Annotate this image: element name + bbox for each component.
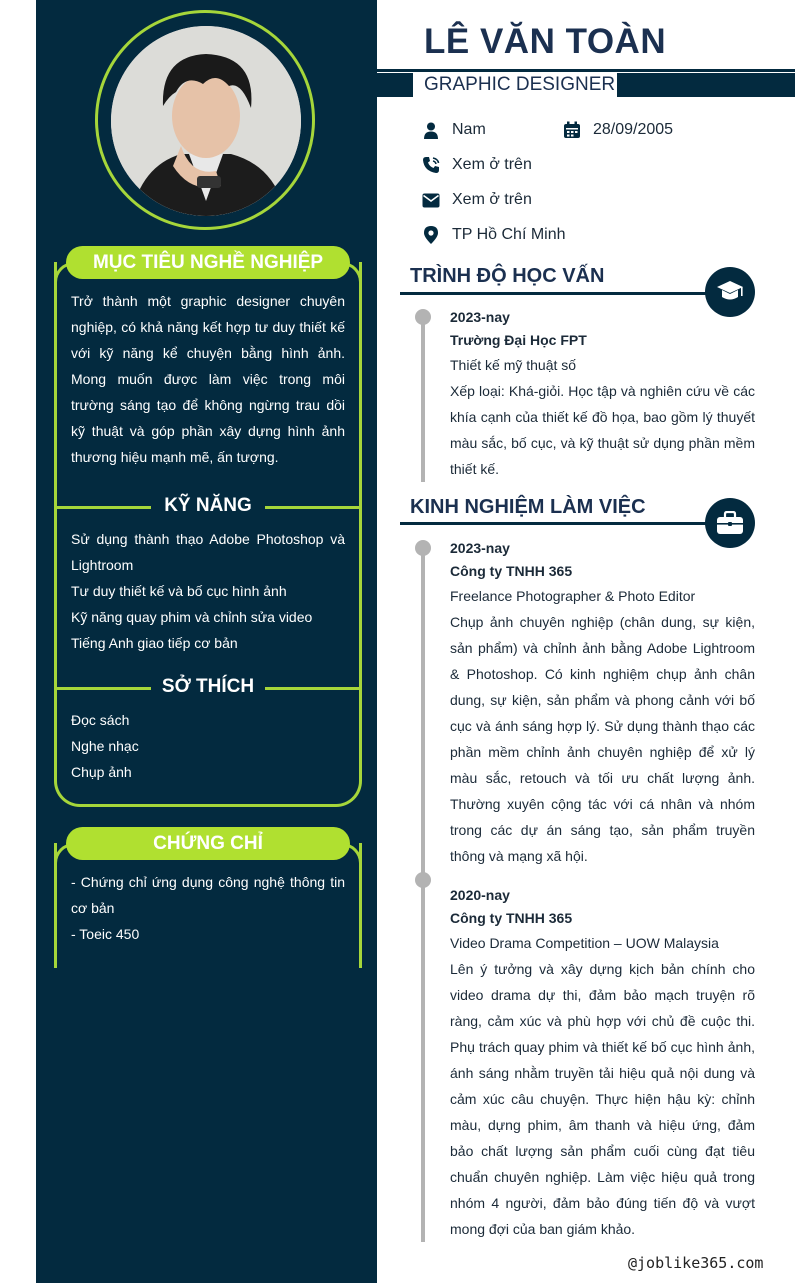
entry-desc: Lên ý tưởng và xây dựng kịch bản chính cho video drama dự thi, đảm bảo mạch truyện rõ ràng, cảm xúc và phù hợp với chủ đề cuộc thi. Phụ trách quay phim và thiết kế bố cục hình ảnh, ánh sáng nhằm truyền tải hiệu quả nội dung và cảm xúc câu chuyện. Thực hiện hậu kỳ: chỉnh màu, dựng phim, âm thanh và hiệu ứng, đảm bảo chất lượng sản phẩm cuối cùng đạt tiêu chuẩn chuyên nghiệp. Làm việc hiệu quả trong nhóm 4 người, đảm bảo đúng tiến độ và vượt mong đợi của ban giám khảo. [450, 961, 755, 1237]
certificate-item: - Chứng chỉ ứng dụng công nghệ thông tin cơ bản [71, 874, 345, 916]
entry-role: Video Drama Competition – UOW Malaysia [450, 935, 719, 951]
location-value: TP Hồ Chí Minh [452, 226, 566, 243]
education-divider [400, 292, 720, 295]
location-row [422, 226, 566, 244]
job-title: GRAPHIC DESIGNER [424, 74, 616, 95]
entry-period: 2020-nay [450, 887, 510, 903]
hobby-item: Chụp ảnh [71, 764, 132, 780]
skill-item: Tư duy thiết kế và bố cục hình ảnh [71, 583, 287, 599]
title-bar-left [377, 73, 413, 97]
timeline-dot [415, 540, 431, 556]
birthday-row [563, 121, 673, 139]
entry-org: Công ty TNHH 365 [450, 910, 573, 926]
certificates-list [71, 869, 345, 947]
phone-row [422, 156, 532, 174]
experience-entry [450, 537, 755, 869]
location-pin-icon [422, 226, 440, 244]
entry-desc: Xếp loại: Khá-giỏi. Học tập và nghiên cứu về các khía cạnh của thiết kế đồ họa, bao gồm lý thuyết màu sắc, bố cục, và kỹ thuật sử dụng phần mềm thiết kế. [450, 383, 755, 477]
avatar-photo [111, 26, 301, 216]
hobby-item: Đọc sách [71, 712, 130, 728]
email-value: Xem ở trên [452, 191, 532, 208]
entry-period: 2023-nay [450, 540, 510, 556]
skill-item: Sử dụng thành thạo Adobe Photoshop và Lightroom [71, 531, 345, 573]
entry-period: 2023-nay [450, 309, 510, 325]
calendar-icon [563, 121, 581, 139]
email-row [422, 191, 532, 209]
entry-desc: Chụp ảnh chuyên nghiệp (chân dung, sự kiện, sản phẩm) và chỉnh ảnh bằng Adobe Lightroom & Photoshop. Có kinh nghiệm chụp ảnh chân dung, sự kiện, sản phẩm và phong cảnh với bố cục và ánh sáng hợp lý. Sử dụng thành thạo các phần mềm chỉnh ảnh chuyên nghiệp để xử lý màu sắc, retouch và tối ưu chất lượng ảnh. Thường xuyên cộng tác với cá nhân và nhóm trong các dự án sáng tạo, sản phẩm truyền thông và mạng xã hội. [450, 614, 755, 864]
education-entry [450, 306, 755, 482]
title-bar-right [617, 73, 795, 97]
experience-divider [400, 522, 720, 525]
experience-heading: KINH NGHIỆM LÀM VIỆC [410, 496, 646, 518]
phone-icon [422, 156, 440, 174]
entry-org: Trường Đại Học FPT [450, 332, 587, 348]
hobbies-heading: SỞ THÍCH [54, 672, 362, 702]
experience-timeline [421, 548, 425, 1242]
birthday-value: 28/09/2005 [593, 121, 674, 138]
avatar [111, 26, 301, 216]
user-icon [422, 121, 440, 139]
envelope-icon [422, 191, 440, 209]
experience-entry [450, 884, 755, 1242]
education-heading: TRÌNH ĐỘ HỌC VẤN [410, 265, 605, 287]
watermark: @joblike365.com [628, 1254, 764, 1272]
certificate-item: - Toeic 450 [71, 926, 140, 942]
objective-text: Trở thành một graphic designer chuyên nghiệp, có khả năng kết hợp tư duy thiết kế với kỹ năng kể chuyện bằng hình ảnh. Mong muốn được làm việc trong môi trường sáng tạo để không ngừng trau dồi kỹ thuật và góp phần xây dựng hình ảnh thương hiệu mạnh mẽ, ấn tượng. [71, 293, 345, 465]
skills-list [71, 526, 345, 656]
title-divider [377, 69, 795, 72]
objective-heading: MỤC TIÊU NGHỀ NGHIỆP [66, 246, 350, 279]
hobby-item: Nghe nhạc [71, 738, 139, 754]
skill-item: Kỹ năng quay phim và chỉnh sửa video [71, 609, 313, 625]
timeline-dot [415, 309, 431, 325]
hobbies-list [71, 707, 345, 785]
skill-item: Tiếng Anh giao tiếp cơ bản [71, 635, 238, 651]
phone-value: Xem ở trên [452, 156, 532, 173]
entry-role: Freelance Photographer & Photo Editor [450, 588, 696, 604]
entry-role: Thiết kế mỹ thuật số [450, 357, 577, 373]
timeline-dot [415, 872, 431, 888]
entry-org: Công ty TNHH 365 [450, 563, 573, 579]
candidate-name: LÊ VĂN TOÀN [424, 22, 667, 61]
education-timeline [421, 317, 425, 482]
skills-heading: KỸ NĂNG [54, 491, 362, 521]
gender-value: Nam [452, 121, 486, 138]
gender-row [422, 121, 486, 139]
certificates-heading: CHỨNG CHỈ [66, 827, 350, 860]
